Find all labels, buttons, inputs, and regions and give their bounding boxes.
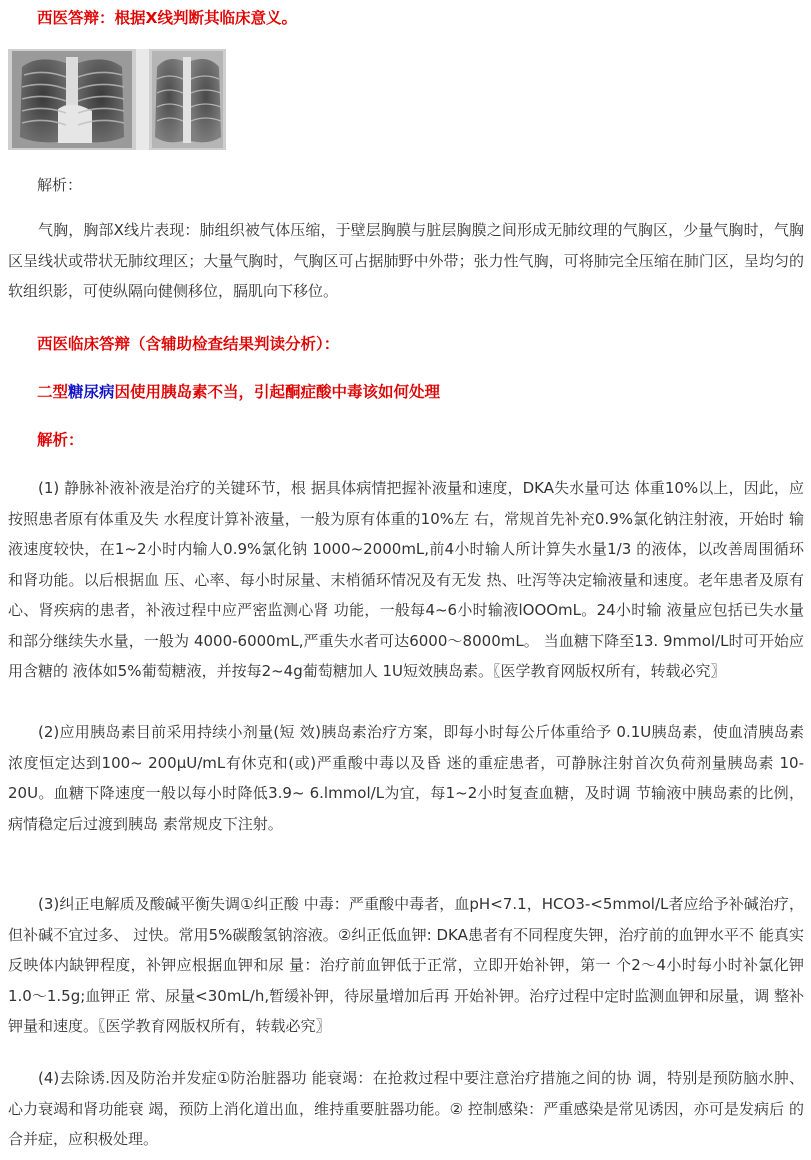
pneumothorax-chest-xray-image [149,49,226,150]
page-title: 西医答辩：根据X线判断其临床意义。 [37,9,297,27]
analysis-label-1: 解析： [37,176,83,194]
treatment-paragraph-2: (2)应用胰岛素目前采用持续小剂量(短 效)胰岛素治疗方案，即每小时每公斤体重给予 0.1U胰岛素，使血清胰岛素浓度恒定达到100~ 200μU/mL有休克和(或)严重酸中毒以及昏 迷的重症患者，可静脉注射首次负荷剂量胰岛素 10-20U。血糖下降速度一般以每小时降低3.9~ 6.lmmol/L为宜，每1~2小时复查血糖，及时调 节输液中胰岛素的比例，病情稳定后过渡到胰岛 素常规皮下注射。 [8,723,804,833]
treatment-paragraph-1: (1) 静脉补液补液是治疗的关键环节，根 据具体病情把握补液量和速度，DKA失水量可达 体重10%以上，因此，应按照患者原有体重及失 水程度计算补液量，一般为原有体重的10%左 右，常规首先补充0.9%氯化钠注射液，开始时 输液速度较快，在1~2小时内输人0.9%氯化钠 1000~2000mL,前4小时输人所计算失水量1/3 的液体，以改善周围循环和肾功能。以后根据血 压、心率、每小时尿量、末梢循环情况及有无发 热、吐泻等决定输液量和速度。老年患者及原有 心、肾疾病的患者，补液过程中应严密监测心肾 功能，一般每4~6小时输液lOOOmL。24小时输 液量应包括已失水量和部分继续失水量，一般为 4000-6000mL,严重失水者可达6000〜8000mL。 当血糖下降至13. 9mmol/L时可开始应用含糖的 液体如5%葡萄糖液，并按每2~4g葡萄糖加人 1U短效胰岛素。〖医学教育网版权所有，转载必究〗 [8,479,804,680]
xray-image-pair [8,49,226,150]
question-prefix: 二型 [37,383,69,401]
analysis-label-2: 解析： [37,431,84,449]
normal-chest-xray-image [8,49,136,150]
diabetes-link[interactable]: 糖尿病 [68,383,115,401]
treatment-paragraph-4: (4)去除诱.因及防治并发症①防治脏器功 能衰竭：在抢救过程中要注意治疗措施之间的协 调，特别是预防脑水肿、心力衰竭和肾功能衰 竭，预防上消化道出血，维持重要脏器功能。② 控制感染：严重感染是常见诱因，亦可是发病后 的合并症，应积极处理。 [8,1069,804,1148]
question-heading [37,381,440,403]
analysis-paragraph-1: 气胸，胸部X线片表现：肺组织被气体压缩，于壁层胸膜与脏层胸膜之间形成无肺纹理的气胸区，少量气胸时，气胸区呈线状或带状无肺纹理区；大量气胸时，气胸区可占据肺野中外带；张力性气胸，可将肺完全压缩在肺门区，呈均匀的软组织影，可使纵隔向健侧移位，膈肌向下移位。 [8,221,804,300]
question-suffix: 因使用胰岛素不当，引起酮症酸中毒该如何处理 [114,383,441,401]
section-title: 西医临床答辩（含辅助检查结果判读分析）： [37,335,340,353]
treatment-paragraph-3: (3)纠正电解质及酸碱平衡失调①纠正酸 中毒：严重酸中毒者，血pH<7.1，HCO3-<5mmol/L者应给予补碱治疗，但补碱不宜过多、 过快。常用5%碳酸氢钠溶液。②纠正低血钾: DKA患者有不同程度失钾，治疗前的血钾水平不 能真实反映体内缺钾程度，补钾应根据血钾和尿 量：治疗前血钾低于正常，立即开始补钾，第一 个2〜4小时每小时补氯化钾1.0〜1.5g;血钾正 常、尿量<30mL/h,暂缓补钾，待尿量增加后再 开始补钾。治疗过程中定时监测血钾和尿量，调 整补钾量和速度。〖医学教育网版权所有，转载必究〗 [8,895,804,1035]
